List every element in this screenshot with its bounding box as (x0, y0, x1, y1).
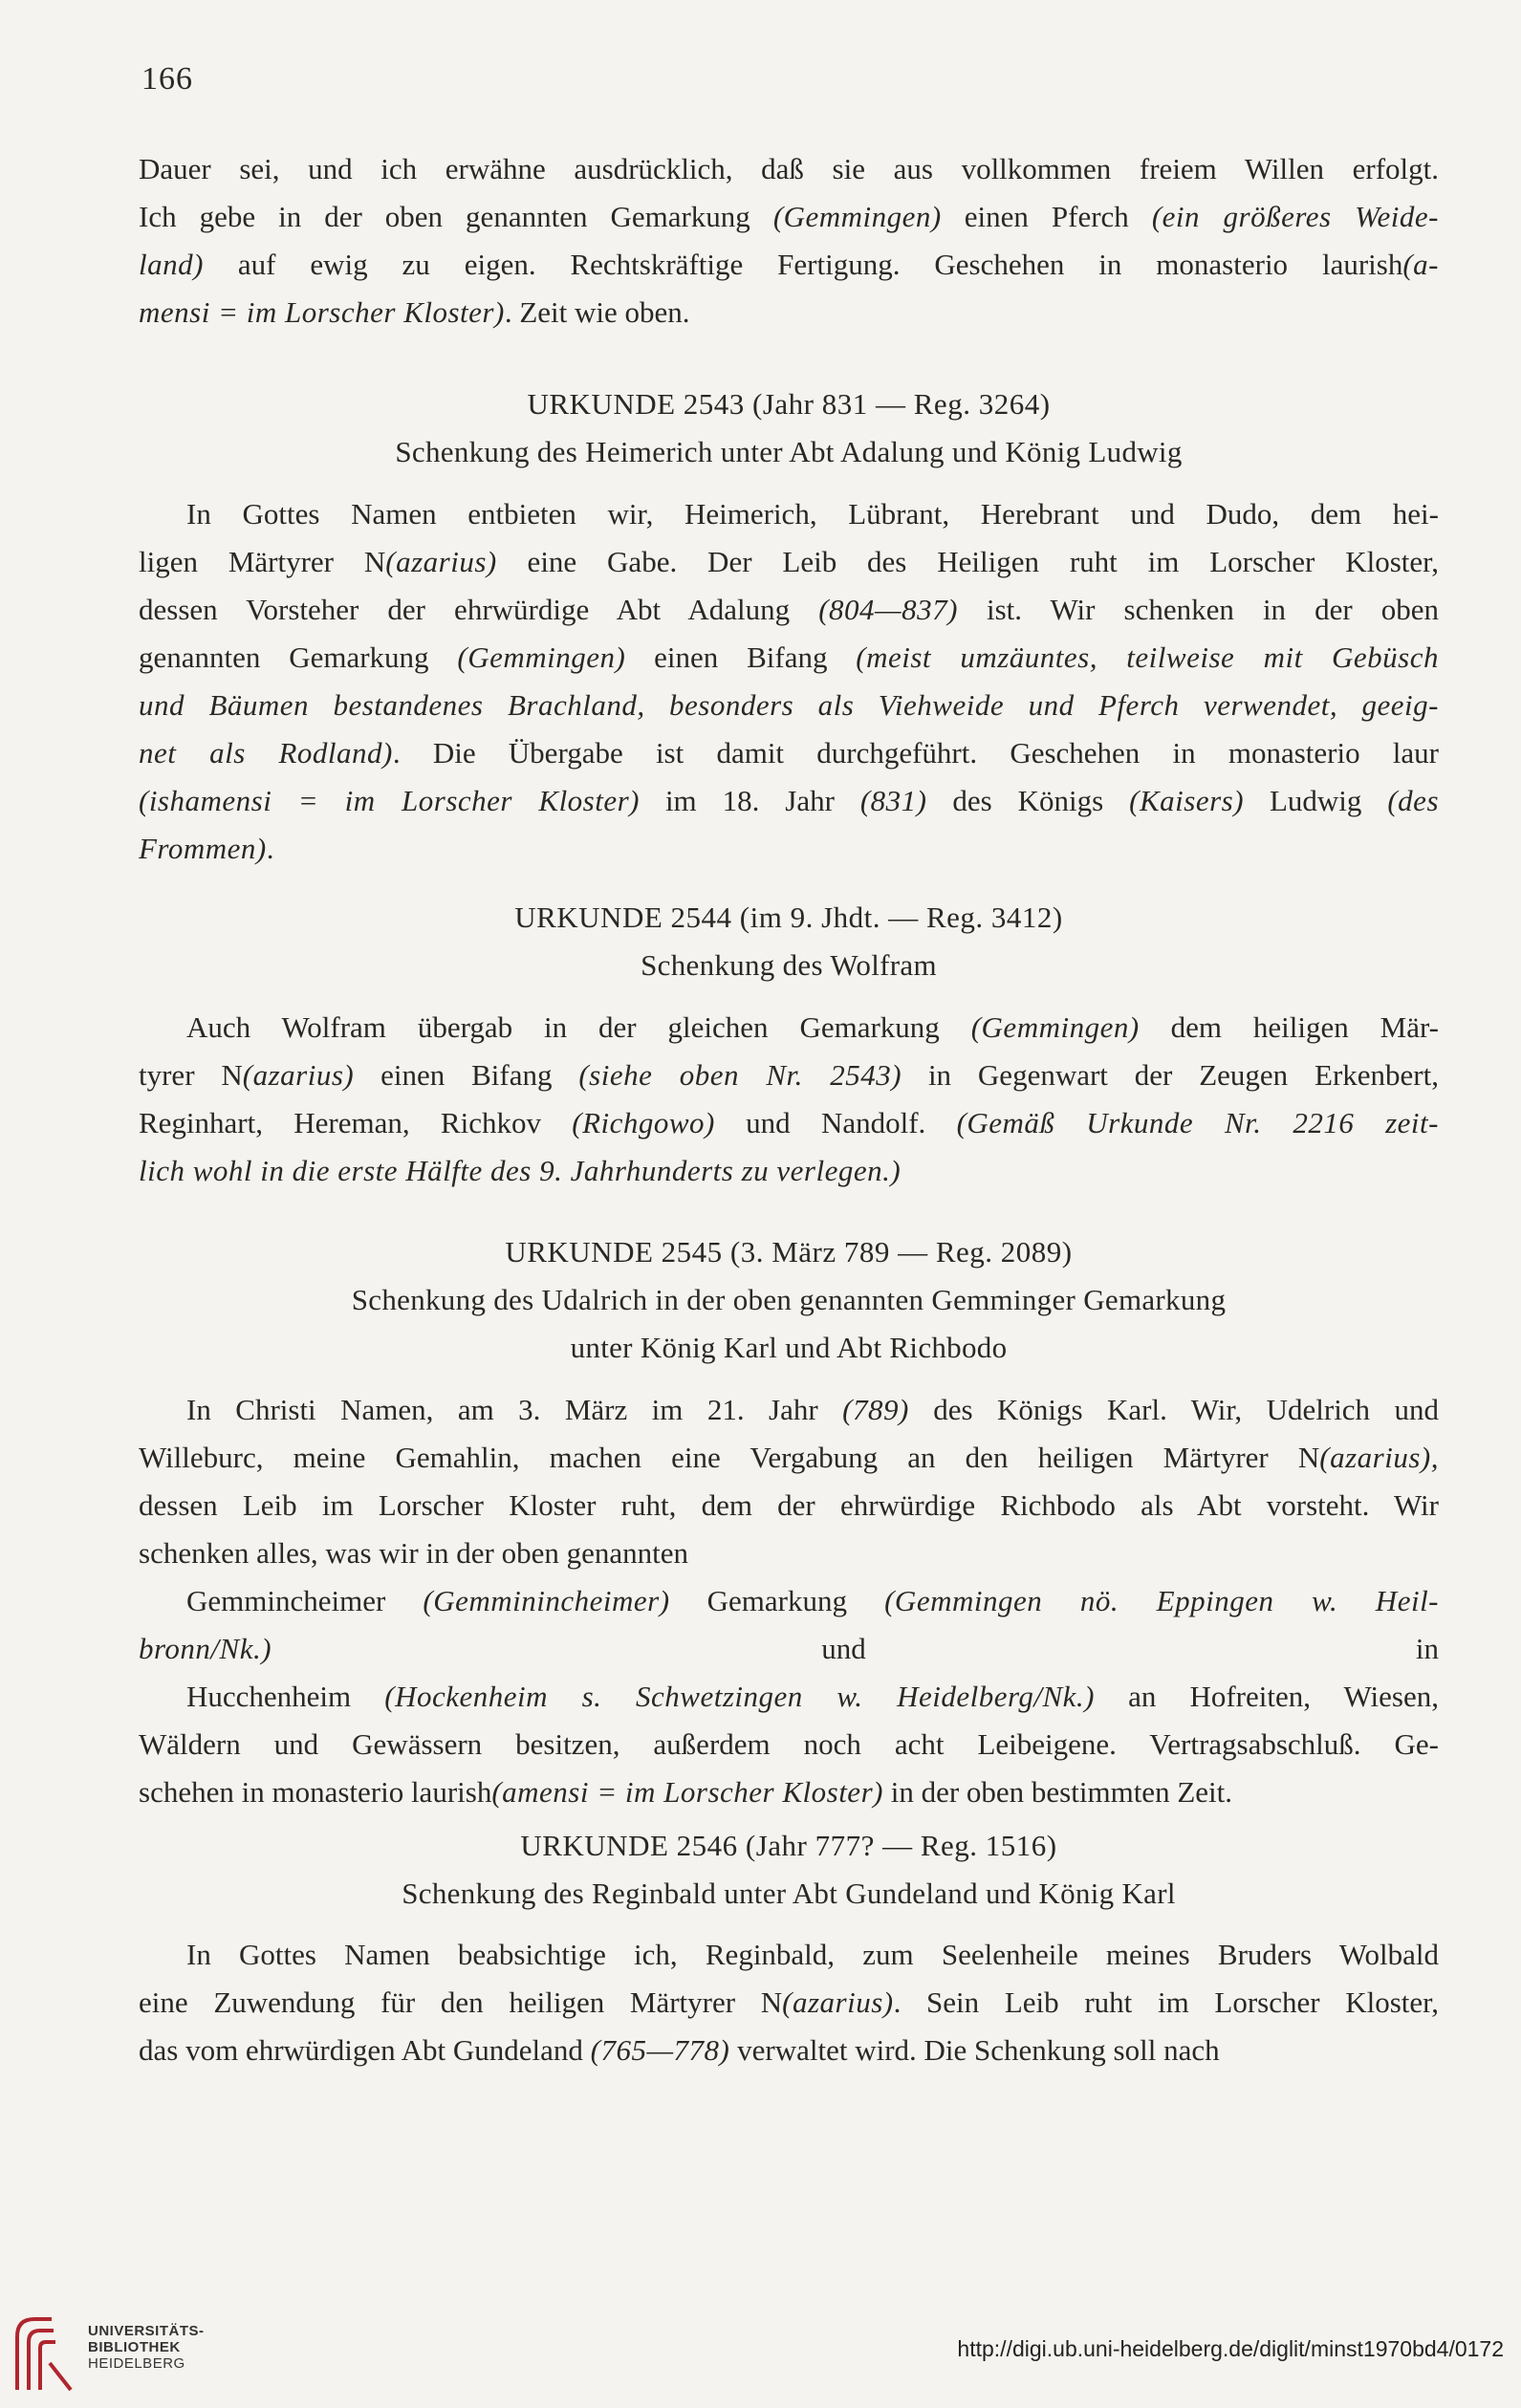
section-body-2543 (139, 490, 1439, 873)
section-title: URKUNDE 2546 (Jahr 777? — Reg. 1516) (520, 1829, 1057, 1862)
text-line (139, 1099, 1439, 1147)
section-subtitle: unter König Karl und Abt Richbodo (570, 1331, 1008, 1364)
italic-annotation: mensi = im Lorscher Kloster) (139, 295, 505, 329)
text-line (139, 1004, 1439, 1052)
section-heading-2544 (139, 894, 1439, 989)
text-line (139, 729, 1439, 777)
text-segment: Gemmincheimer (186, 1584, 424, 1617)
section-heading-2545 (139, 1228, 1439, 1372)
text-segment: Ludwig (1244, 784, 1388, 817)
italic-annotation: (a- (1402, 248, 1439, 281)
text-segment: schenken alles, was wir in der oben genannten (139, 1536, 689, 1570)
footer (0, 2294, 1521, 2408)
text-line (139, 777, 1439, 825)
text-segment: . (266, 832, 274, 865)
page-number: 166 (141, 61, 193, 97)
text-segment: auf ewig zu eigen. Rechtskräftige Fertigung. Geschehen in monasterio laurish (203, 248, 1403, 281)
italic-annotation: (amensi = im Lorscher Kloster) (491, 1775, 883, 1809)
italic-annotation: net als Rodland) (139, 736, 393, 770)
italic-annotation: (Gemäß Urkunde Nr. 2216 zeit- (956, 1106, 1439, 1139)
italic-annotation: (Gemminincheimer) (423, 1584, 670, 1617)
text-segment: In Gottes Namen entbieten wir, Heimerich, Lübrant, Herebrant und Dudo, dem hei- (186, 497, 1439, 531)
text-line (139, 1529, 1439, 1577)
italic-annotation: (Gemmingen) (457, 640, 626, 674)
text-segment: Auch Wolfram übergab in der gleichen Gemarkung (186, 1010, 971, 1044)
italic-annotation: (azarius) (242, 1058, 355, 1092)
section-body-2546 (139, 1931, 1439, 2074)
intro-paragraph (139, 145, 1439, 336)
section-body-2545 (139, 1386, 1439, 1816)
text-line (139, 1577, 1439, 1625)
library-name (88, 2323, 205, 2372)
text-line (139, 1768, 1439, 1816)
text-line (139, 1673, 1439, 1721)
italic-annotation: (ishamensi = im Lorscher Kloster) (139, 784, 641, 817)
text-segment: einen Bifang (354, 1058, 579, 1092)
text-segment: einen Bifang (625, 640, 857, 674)
text-segment: Gemarkung (669, 1584, 885, 1617)
italic-annotation: (azarius) (782, 1985, 894, 2019)
italic-annotation: (Gemmingen) (772, 200, 942, 233)
text-line (139, 586, 1439, 634)
library-name-line: UNIVERSITÄTS- (88, 2323, 205, 2339)
text-line (139, 1721, 1439, 1768)
text-line (139, 193, 1439, 241)
text-line (139, 1147, 1439, 1195)
text-segment: das vom ehrwürdigen Abt Gundeland (139, 2033, 591, 2067)
section-subtitle: Schenkung des Reginbald unter Abt Gundeland und König Karl (402, 1877, 1176, 1910)
text-segment: . Zeit wie oben. (504, 295, 690, 329)
text-segment: . Die Übergabe ist damit durchgeführt. Geschehen in monasterio laur (392, 736, 1440, 770)
italic-annotation: (831) (859, 784, 927, 817)
text-line (139, 1625, 1439, 1673)
text-line (139, 1386, 1439, 1434)
italic-annotation: (des (1387, 784, 1440, 817)
text-line (139, 289, 1439, 336)
library-logo-icon (11, 2315, 76, 2392)
section-body-2544 (139, 1004, 1439, 1195)
text-line (139, 490, 1439, 538)
text-segment: schehen in monasterio laurish (139, 1775, 492, 1809)
text-segment: eine Gabe. Der Leib des Heiligen ruht im Lorscher Kloster, (496, 545, 1439, 578)
italic-annotation: land) (139, 248, 204, 281)
text-segment: an Hofreiten, Wiesen, (1095, 1680, 1439, 1713)
library-name-line: BIBLIOTHEK (88, 2339, 181, 2355)
text-segment: eine Zuwendung für den heiligen Märtyrer N (139, 1985, 783, 2019)
section-title: URKUNDE 2544 (im 9. Jhdt. — Reg. 3412) (514, 900, 1063, 934)
italic-annotation: (Gemmingen) (970, 1010, 1140, 1044)
italic-annotation: Frommen) (139, 832, 267, 865)
text-line (139, 1931, 1439, 1979)
italic-annotation: (meist umzäuntes, teilweise mit Gebüsch (856, 640, 1439, 674)
section-subtitle: Schenkung des Heimerich unter Abt Adalung und König Ludwig (395, 435, 1183, 468)
text-segment: des Königs Karl. Wir, Udelrich und (908, 1393, 1440, 1426)
text-line (139, 1052, 1439, 1099)
text-line (139, 2027, 1439, 2074)
text-line (139, 634, 1439, 682)
text-segment: und Nandolf. (714, 1106, 957, 1139)
italic-annotation: lich wohl in die erste Hälfte des 9. Jahrhunderts zu verlegen.) (139, 1154, 902, 1187)
italic-annotation: bronn/Nk.) (139, 1632, 272, 1665)
text-segment: dem heiligen Mär- (1139, 1010, 1439, 1044)
section-heading-2543 (139, 380, 1439, 476)
text-segment: Willeburc, meine Gemahlin, machen eine Vergabung an den heiligen Märtyrer N (139, 1441, 1320, 1474)
text-segment: Reginhart, Hereman, Richkov (139, 1106, 573, 1139)
text-segment: verwaltet wird. Die Schenkung soll nach (729, 2033, 1220, 2067)
text-segment: im 18. Jahr (640, 784, 860, 817)
section-title: URKUNDE 2543 (Jahr 831 — Reg. 3264) (527, 387, 1051, 421)
text-segment: einen Pferch (941, 200, 1152, 233)
italic-annotation: (Gemmingen nö. Eppingen w. Heil- (884, 1584, 1440, 1617)
text-segment: dessen Leib im Lorscher Kloster ruht, dem der ehrwürdige Richbodo als Abt vorsteht. Wir (139, 1488, 1439, 1522)
text-segment: Hucchenheim (186, 1680, 385, 1713)
text-segment: in der oben bestimmten Zeit. (882, 1775, 1232, 1809)
italic-annotation: (siehe oben Nr. 2543) (578, 1058, 902, 1092)
italic-annotation: (Hockenheim s. Schwetzingen w. Heidelberg/Nk.) (384, 1680, 1095, 1713)
text-segment: des Königs (926, 784, 1130, 817)
source-url-link[interactable]: http://digi.ub.uni-heidelberg.de/diglit/minst1970bd4/0172 (957, 2336, 1504, 2361)
text-line (139, 538, 1439, 586)
section-heading-2546 (139, 1822, 1439, 1918)
text-segment: und in (272, 1632, 1439, 1665)
italic-annotation: (azarius) (385, 545, 497, 578)
text-segment: in Gegenwart der Zeugen Erkenbert, (902, 1058, 1439, 1092)
text-segment: Wäldern und Gewässern besitzen, außerdem noch acht Leibeigene. Vertragsabschluß. Ge- (139, 1727, 1439, 1761)
section-subtitle: Schenkung des Wolfram (641, 948, 937, 982)
italic-annotation: (Kaisers) (1129, 784, 1245, 817)
text-segment: In Christi Namen, am 3. März im 21. Jahr (186, 1393, 843, 1426)
text-segment: ist. Wir schenken in der oben (957, 593, 1440, 626)
text-line (139, 682, 1439, 729)
text-line (139, 241, 1439, 289)
text-line (139, 825, 1439, 873)
italic-annotation: (765—778) (590, 2033, 730, 2067)
library-name-line: HEIDELBERG (88, 2355, 185, 2372)
text-segment: ligen Märtyrer N (139, 545, 386, 578)
text-line (139, 1979, 1439, 2027)
text-segment: tyrer N (139, 1058, 243, 1092)
text-segment: In Gottes Namen beabsichtige ich, Reginbald, zum Seelenheile meines Bruders Wolbald (186, 1938, 1439, 1971)
section-title: URKUNDE 2545 (3. März 789 — Reg. 2089) (505, 1235, 1073, 1269)
italic-annotation: (Richgowo) (572, 1106, 715, 1139)
section-subtitle: Schenkung des Udalrich in der oben genannten Gemminger Gemarkung (351, 1283, 1227, 1316)
italic-annotation: (ein größeres Weide- (1151, 200, 1440, 233)
text-segment: dessen Vorsteher der ehrwürdige Abt Adalung (139, 593, 819, 626)
text-segment: . Sein Leib ruht im Lorscher Kloster, (893, 1985, 1439, 2019)
text-segment: Dauer sei, und ich erwähne ausdrücklich, daß sie aus vollkommen freiem Willen erfolgt. (139, 152, 1439, 185)
italic-annotation: (804—837) (818, 593, 958, 626)
text-line (139, 1434, 1439, 1482)
italic-annotation: und Bäumen bestandenes Brachland, besonders als Viehweide und Pferch verwendet, geeig- (139, 688, 1439, 722)
italic-annotation: (azarius), (1319, 1441, 1439, 1474)
italic-annotation: (789) (842, 1393, 909, 1426)
text-segment: genannten Gemarkung (139, 640, 458, 674)
text-line (139, 1482, 1439, 1529)
text-line (139, 145, 1439, 193)
text-segment: Ich gebe in der oben genannten Gemarkung (139, 200, 773, 233)
